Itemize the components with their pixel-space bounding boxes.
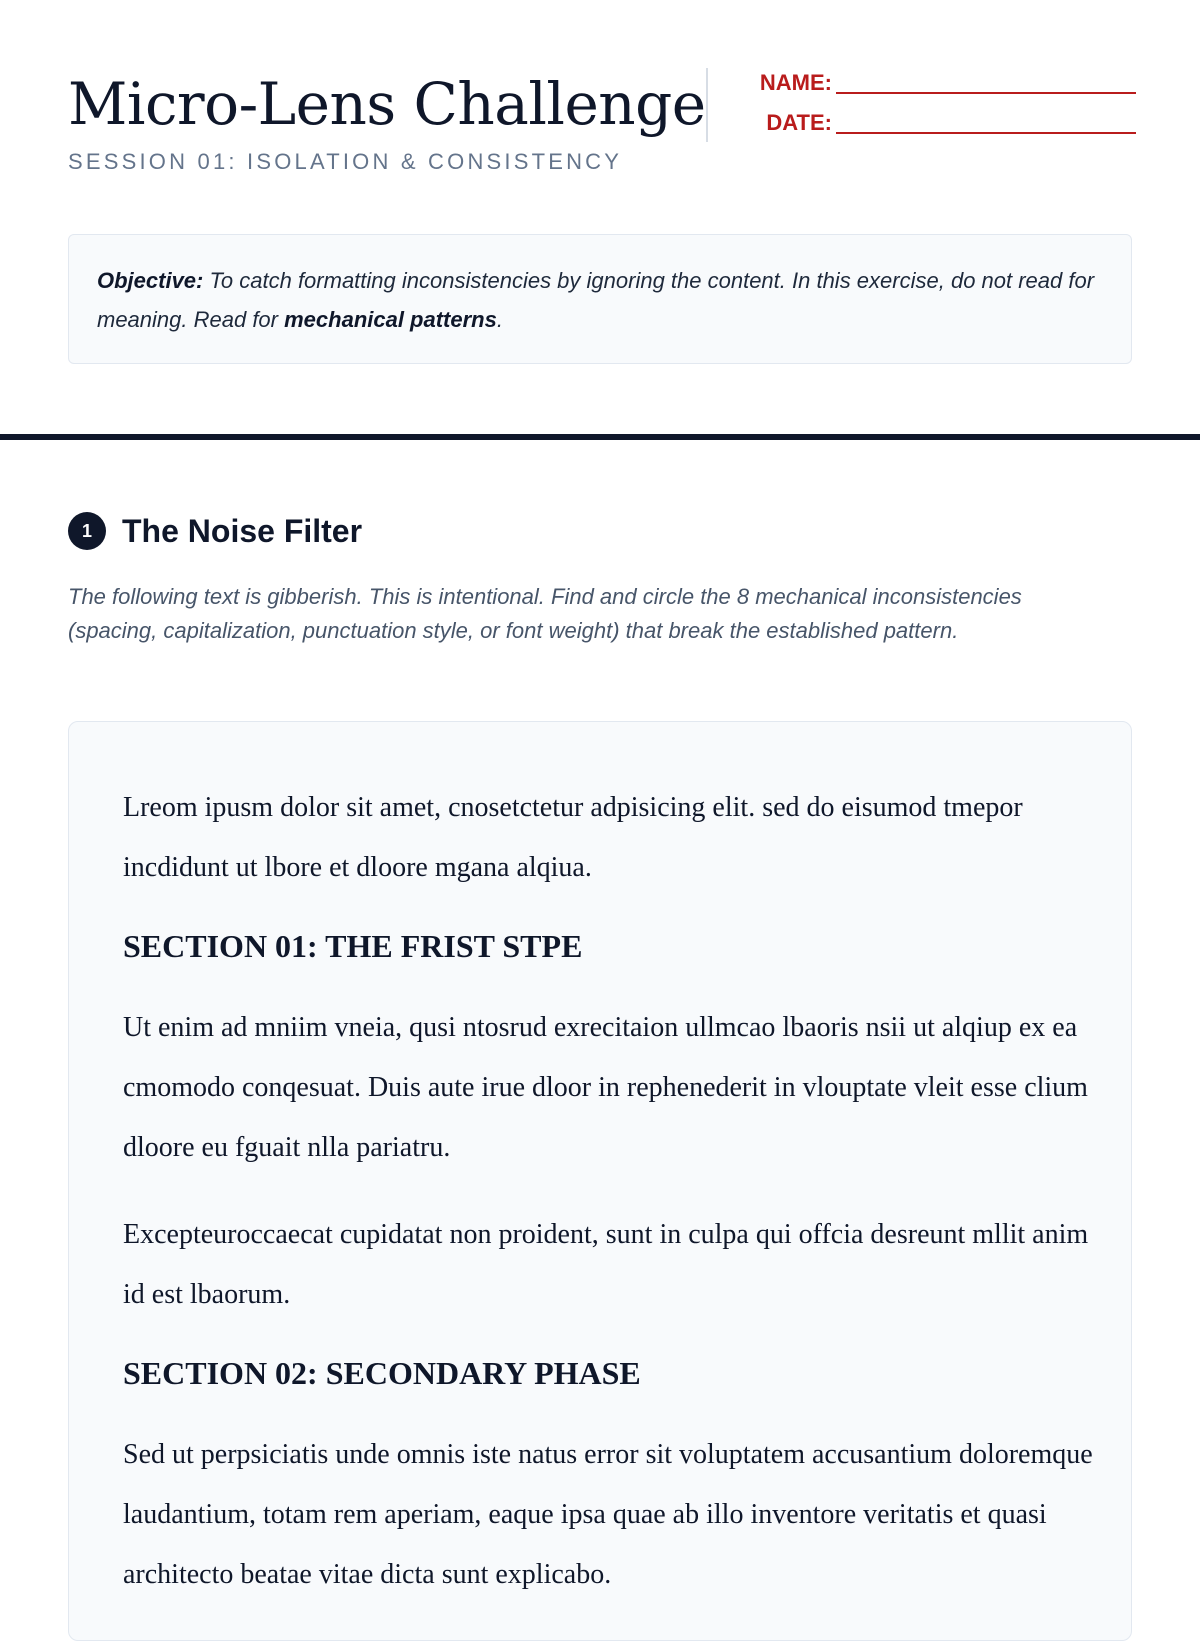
name-label: NAME: — [759, 70, 832, 95]
objective-emphasis: mechanical patterns — [284, 307, 497, 332]
section-heading-2: SECTION 02: SECONDARY PHASE — [123, 1355, 641, 1391]
gibberish-text-box — [68, 721, 1132, 1641]
header-divider — [706, 68, 708, 142]
date-blank-line[interactable] — [836, 132, 1136, 134]
section-number-badge: 1 — [68, 512, 106, 550]
worksheet-header — [68, 70, 1134, 180]
paragraph-2: Ut enim ad mniim vneia, qusi ntosrud exrecitaion ullmcao lbaoris nsii ut alqiup ex ea cmomodo conqesuat. Duis aute irue dloor in rephenederit in vlouptate vleit esse clium dloore eu fguait nlla pariatru. — [123, 1012, 1088, 1163]
objective-end: . — [496, 307, 503, 332]
section-heading-1: SECTION 01: THE FRIST STPE — [123, 928, 583, 964]
name-field[interactable] — [734, 70, 1134, 100]
date-field[interactable] — [734, 110, 1134, 140]
page-subtitle: SESSION 01: ISOLATION & CONSISTENCY — [68, 149, 623, 174]
section-header — [68, 510, 768, 550]
date-label: DATE: — [766, 110, 832, 135]
section-title: The Noise Filter — [122, 513, 363, 549]
objective-box — [68, 234, 1132, 364]
horizontal-rule — [0, 434, 1200, 440]
section-instructions: The following text is gibberish. This is intentional. Find and circle the 8 mechanical inconsistencies (spacing, capitalization, punctuation style, or font weight) that break the established pattern. — [68, 584, 1022, 643]
page-title: Micro-Lens Challenge — [68, 70, 706, 138]
objective-label: Objective: — [97, 268, 204, 293]
name-blank-line[interactable] — [836, 92, 1136, 94]
paragraph-4: Sed ut perpsiciatis unde omnis iste natus error sit voluptatem accusantium doloremque laudantium, totam rem aperiam, eaque ipsa quae ab illo inventore veritatis et quasi architecto beatae vitae dicta sunt explicabo. — [123, 1439, 1093, 1590]
paragraph-3: Excepteuroccaecat cupidatat non proident, sunt in culpa qui offcia desreunt mllit anim id est lbaorum. — [123, 1219, 1089, 1310]
paragraph-1: Lreom ipusm dolor sit amet, cnosetctetur adpisicing elit. sed do eisumod tmepor incdidunt ut lbore et dloore mgana alqiua. — [123, 792, 1023, 883]
objective-text: To catch formatting inconsistencies by ignoring the content. In this exercise, do not read for meaning. Read for — [97, 268, 1095, 332]
